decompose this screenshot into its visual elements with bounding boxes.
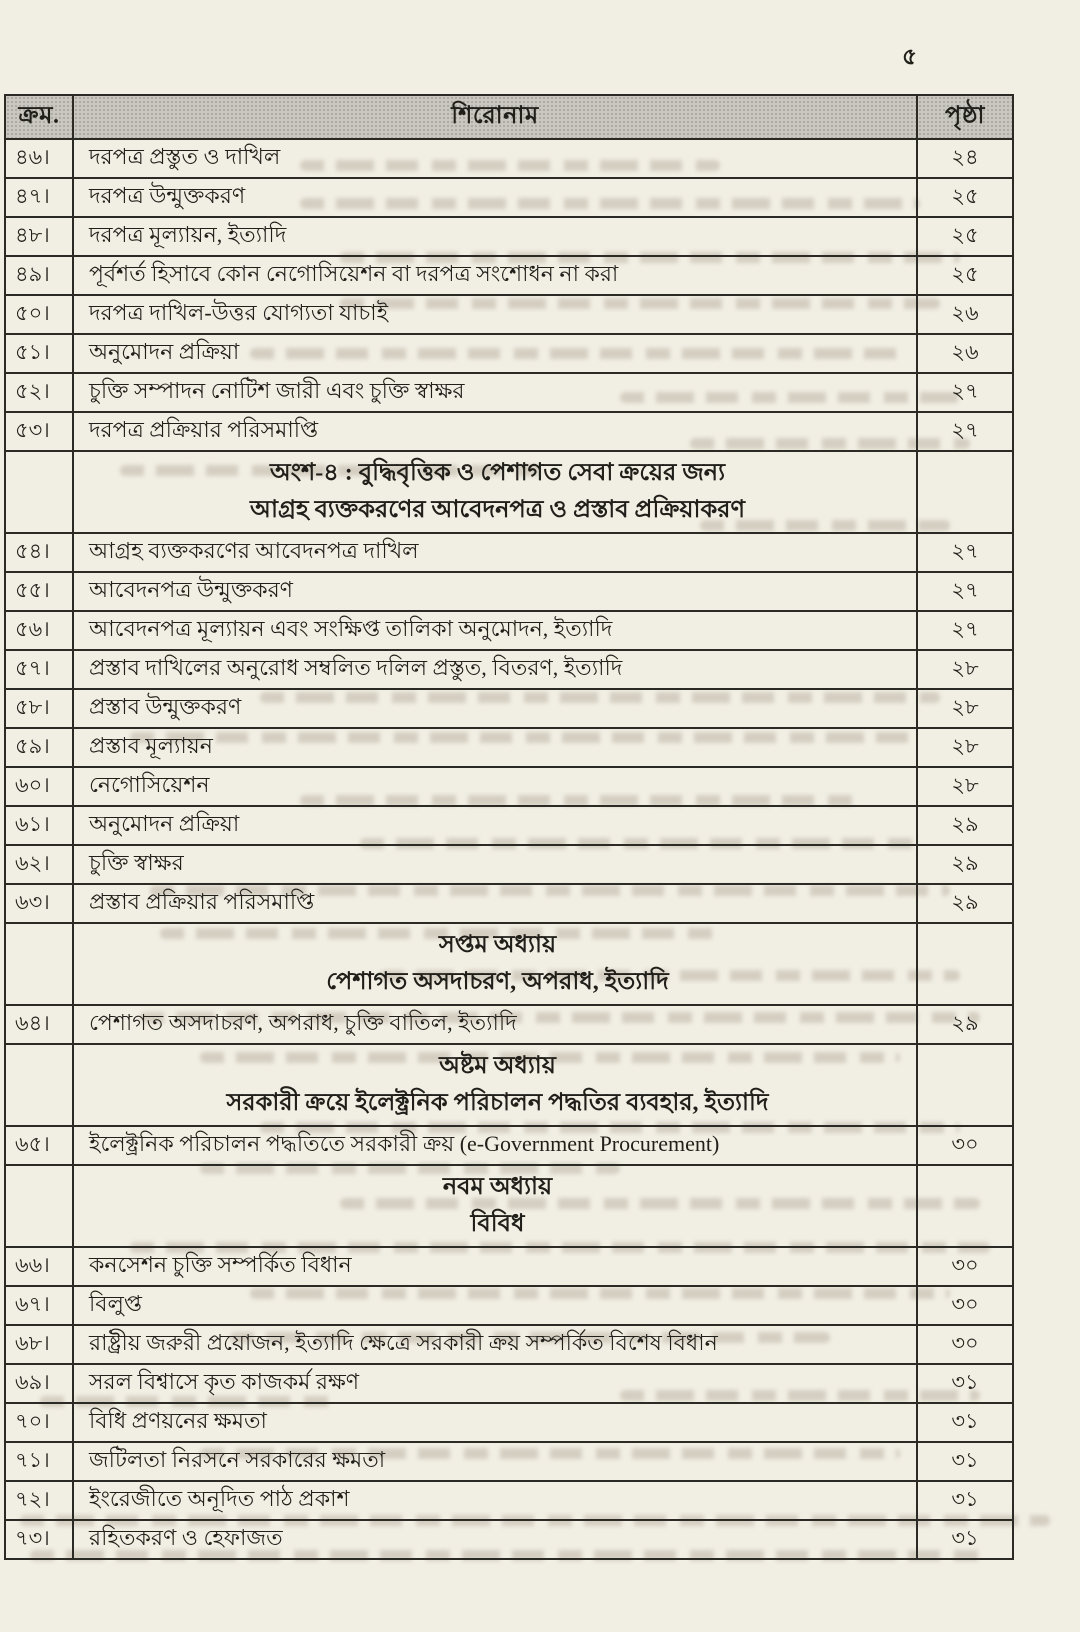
toc-row-serial: ৬৬।	[5, 1247, 73, 1286]
toc-row	[5, 884, 1013, 923]
toc-row-title: প্রস্তাব উন্মুক্তকরণ	[73, 689, 917, 728]
toc-row-serial: ৭৩।	[5, 1520, 73, 1559]
section-header-line: অংশ-৪ : বুদ্ধিবৃত্তিক ও পেশাগত সেবা ক্রয়ের জন্য	[269, 459, 726, 486]
toc-row-serial: ৫৬।	[5, 611, 73, 650]
toc-row-serial: ৫৪।	[5, 533, 73, 572]
toc-row-title: ইলেক্ট্রনিক পরিচালন পদ্ধতিতে সরকারী ক্রয় (e-Government Procurement)	[73, 1126, 917, 1165]
toc-row-title: আবেদনপত্র মূল্যায়ন এবং সংক্ষিপ্ত তালিকা অনুমোদন, ইত্যাদি	[73, 611, 917, 650]
toc-section-row	[5, 1044, 1013, 1126]
section-header-lines	[89, 932, 906, 996]
section-header-lines	[89, 460, 906, 524]
toc-table-body	[5, 139, 1013, 1559]
toc-section-row	[5, 1165, 1013, 1247]
toc-row-title: চুক্তি স্বাক্ষর	[73, 845, 917, 884]
toc-row-page: ২৮	[917, 689, 1013, 728]
toc-row-title: প্রস্তাব দাখিলের অনুরোধ সম্বলিত দলিল প্রস্তুত, বিতরণ, ইত্যাদি	[73, 650, 917, 689]
toc-row	[5, 1286, 1013, 1325]
toc-section-row	[5, 923, 1013, 1005]
toc-row-page: ২৭	[917, 412, 1013, 451]
toc-row-title: সরল বিশ্বাসে কৃত কাজকর্ম রক্ষণ	[73, 1364, 917, 1403]
toc-row-page: ৩১	[917, 1403, 1013, 1442]
toc-section-serial-empty	[5, 1165, 73, 1247]
toc-row-page: ২৯	[917, 1005, 1013, 1044]
column-header-title: শিরোনাম	[73, 95, 917, 139]
toc-row-serial: ৫৫।	[5, 572, 73, 611]
toc-row	[5, 533, 1013, 572]
toc-row-serial: ৬৯।	[5, 1364, 73, 1403]
toc-row	[5, 689, 1013, 728]
toc-section-row	[5, 451, 1013, 533]
column-header-page: পৃষ্ঠা	[917, 95, 1013, 139]
toc-section-page-empty	[917, 1165, 1013, 1247]
toc-row-page: ২৫	[917, 217, 1013, 256]
section-header-line: নবম অধ্যায়	[442, 1173, 553, 1200]
toc-section-serial-empty	[5, 451, 73, 533]
toc-row-page: ২৯	[917, 806, 1013, 845]
toc-row	[5, 334, 1013, 373]
toc-row-page: ৩০	[917, 1247, 1013, 1286]
toc-row-title: অনুমোদন প্রক্রিয়া	[73, 334, 917, 373]
toc-section-serial-empty	[5, 923, 73, 1005]
toc-row-serial: ৪৭।	[5, 178, 73, 217]
toc-row-serial: ৬৩।	[5, 884, 73, 923]
section-header-line: আগ্রহ ব্যক্তকরণের আবেদনপত্র ও প্রস্তাব প্রক্রিয়াকরণ	[249, 496, 746, 523]
toc-row	[5, 256, 1013, 295]
toc-row-title: পেশাগত অসদাচরণ, অপরাধ, চুক্তি বাতিল, ইত্যাদি	[73, 1005, 917, 1044]
toc-row-page: ২৬	[917, 295, 1013, 334]
toc-row-page: ২৭	[917, 572, 1013, 611]
toc-row-serial: ৬৭।	[5, 1286, 73, 1325]
toc-row-serial: ৫০।	[5, 295, 73, 334]
toc-row-title: প্রস্তাব মূল্যায়ন	[73, 728, 917, 767]
toc-row	[5, 572, 1013, 611]
toc-row-page: ২৯	[917, 884, 1013, 923]
toc-row	[5, 611, 1013, 650]
page-number-corner: ৫	[902, 44, 917, 69]
toc-row	[5, 806, 1013, 845]
toc-row-title: দরপত্র প্রস্তুত ও দাখিল	[73, 139, 917, 178]
toc-section-title	[73, 451, 917, 533]
toc-row	[5, 1247, 1013, 1286]
toc-row-page: ২৫	[917, 178, 1013, 217]
toc-row-page: ৩১	[917, 1364, 1013, 1403]
toc-row-serial: ৫৩।	[5, 412, 73, 451]
section-header-lines	[89, 1174, 906, 1238]
section-header-line: সপ্তম অধ্যায়	[438, 931, 557, 958]
toc-row-title: বিধি প্রণয়নের ক্ষমতা	[73, 1403, 917, 1442]
toc-row-title: প্রস্তাব প্রক্রিয়ার পরিসমাপ্তি	[73, 884, 917, 923]
toc-row-page: ২৭	[917, 533, 1013, 572]
toc-row-title: দরপত্র প্রক্রিয়ার পরিসমাপ্তি	[73, 412, 917, 451]
table-of-contents	[4, 94, 1014, 1560]
toc-row-page: ২৪	[917, 139, 1013, 178]
toc-row	[5, 412, 1013, 451]
toc-row-serial: ৬২।	[5, 845, 73, 884]
toc-section-page-empty	[917, 923, 1013, 1005]
toc-row	[5, 1403, 1013, 1442]
section-header-lines	[89, 1053, 906, 1117]
toc-row	[5, 1325, 1013, 1364]
toc-row-page: ২৬	[917, 334, 1013, 373]
toc-row	[5, 767, 1013, 806]
toc-section-title	[73, 1044, 917, 1126]
toc-row-page: ৩০	[917, 1286, 1013, 1325]
toc-row-page: ৩০	[917, 1325, 1013, 1364]
toc-row-page: ৩১	[917, 1520, 1013, 1559]
column-header-serial: ক্রম.	[5, 95, 73, 139]
toc-row-serial: ৬৮।	[5, 1325, 73, 1364]
toc-row	[5, 373, 1013, 412]
toc-row	[5, 178, 1013, 217]
section-header-line: অষ্টম অধ্যায়	[439, 1052, 556, 1079]
table-header-row	[5, 95, 1013, 139]
toc-row-title: চুক্তি সম্পাদন নোটিশ জারী এবং চুক্তি স্বাক্ষর	[73, 373, 917, 412]
toc-section-serial-empty	[5, 1044, 73, 1126]
toc-row	[5, 295, 1013, 334]
toc-row-serial: ৭১।	[5, 1442, 73, 1481]
toc-row	[5, 139, 1013, 178]
section-header-line: সরকারী ক্রয়ে ইলেক্ট্রনিক পরিচালন পদ্ধতির ব্যবহার, ইত্যাদি	[226, 1089, 769, 1116]
toc-row-serial: ৭০।	[5, 1403, 73, 1442]
toc-row	[5, 1520, 1013, 1559]
toc-row-page: ৩১	[917, 1481, 1013, 1520]
toc-row	[5, 1442, 1013, 1481]
toc-row-serial: ৬১।	[5, 806, 73, 845]
toc-row-page: ২৫	[917, 256, 1013, 295]
toc-row-serial: ৭২।	[5, 1481, 73, 1520]
toc-row-title: আগ্রহ ব্যক্তকরণের আবেদনপত্র দাখিল	[73, 533, 917, 572]
toc-row-serial: ৪৯।	[5, 256, 73, 295]
toc-row-serial: ৪৬।	[5, 139, 73, 178]
toc-row-serial: ৫১।	[5, 334, 73, 373]
toc-row-title: আবেদনপত্র উন্মুক্তকরণ	[73, 572, 917, 611]
toc-row-serial: ৫২।	[5, 373, 73, 412]
toc-row-title: দরপত্র উন্মুক্তকরণ	[73, 178, 917, 217]
toc-row-serial: ৫৯।	[5, 728, 73, 767]
toc-row-serial: ৬৪।	[5, 1005, 73, 1044]
toc-row-title: রহিতকরণ ও হেফাজত	[73, 1520, 917, 1559]
toc-row	[5, 728, 1013, 767]
toc-row-page: ৩০	[917, 1126, 1013, 1165]
toc-row	[5, 1481, 1013, 1520]
toc-row-serial: ৫৭।	[5, 650, 73, 689]
toc-row-title: বিলুপ্ত	[73, 1286, 917, 1325]
toc-row-title: জটিলতা নিরসনে সরকারের ক্ষমতা	[73, 1442, 917, 1481]
toc-row-serial: ৬০।	[5, 767, 73, 806]
toc-section-page-empty	[917, 1044, 1013, 1126]
toc-section-title	[73, 1165, 917, 1247]
toc-row-title: দরপত্র মূল্যায়ন, ইত্যাদি	[73, 217, 917, 256]
toc-row-page: ২৯	[917, 845, 1013, 884]
toc-row	[5, 650, 1013, 689]
toc-row-serial: ৬৫।	[5, 1126, 73, 1165]
toc-row	[5, 1126, 1013, 1165]
section-header-line: বিবিধ	[470, 1210, 525, 1237]
toc-row-page: ২৮	[917, 650, 1013, 689]
toc-row-page: ২৮	[917, 767, 1013, 806]
toc-row-title: অনুমোদন প্রক্রিয়া	[73, 806, 917, 845]
toc-row-serial: ৫৮।	[5, 689, 73, 728]
toc-row	[5, 845, 1013, 884]
toc-row-page: ২৭	[917, 373, 1013, 412]
toc-row-page: ২৭	[917, 611, 1013, 650]
toc-row-title: রাষ্ট্রীয় জরুরী প্রয়োজন, ইত্যাদি ক্ষেত্রে সরকারী ক্রয় সম্পর্কিত বিশেষ বিধান	[73, 1325, 917, 1364]
toc-row	[5, 217, 1013, 256]
toc-row-title: কনসেশন চুক্তি সম্পর্কিত বিধান	[73, 1247, 917, 1286]
toc-section-page-empty	[917, 451, 1013, 533]
toc-row-title: পূর্বশর্ত হিসাবে কোন নেগোসিয়েশন বা দরপত্র সংশোধন না করা	[73, 256, 917, 295]
toc-row-page: ২৮	[917, 728, 1013, 767]
toc-row-title: ইংরেজীতে অনূদিত পাঠ প্রকাশ	[73, 1481, 917, 1520]
toc-row-serial: ৪৮।	[5, 217, 73, 256]
toc-row	[5, 1364, 1013, 1403]
toc-section-title	[73, 923, 917, 1005]
toc-row-title: দরপত্র দাখিল-উত্তর যোগ্যতা যাচাই	[73, 295, 917, 334]
toc-row-title: নেগোসিয়েশন	[73, 767, 917, 806]
toc-row	[5, 1005, 1013, 1044]
section-header-line: পেশাগত অসদাচরণ, অপরাধ, ইত্যাদি	[326, 968, 669, 995]
toc-row-page: ৩১	[917, 1442, 1013, 1481]
